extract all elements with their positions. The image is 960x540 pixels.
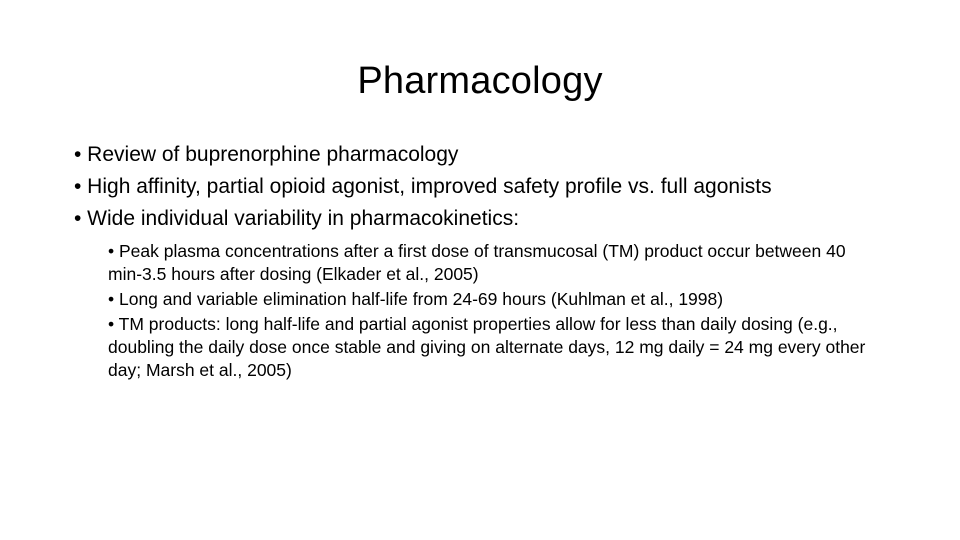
bullet-item: • Wide individual variability in pharmacokinetics: — [74, 207, 520, 230]
slide-title: Pharmacology — [357, 60, 603, 102]
bullet-item: • Review of buprenorphine pharmacology — [74, 143, 459, 166]
slide-body — [74, 143, 874, 384]
sub-bullet-item: • Long and variable elimination half-life from 24-69 hours (Kuhlman et al., 1998) — [108, 289, 724, 309]
bullet-item: • High affinity, partial opioid agonist, improved safety profile vs. full agonists — [74, 175, 772, 198]
sub-bullet-list — [108, 240, 874, 382]
sub-bullet-item: • Peak plasma concentrations after a first dose of transmucosal (TM) product occur between 40 min-3.5 hours after dosing (Elkader et al., 2005) — [108, 241, 846, 284]
sub-bullet-item: • TM products: long half-life and partial agonist properties allow for less than daily dosing (e.g., doubling the daily dose once stable and giving on alternate days, 12 mg daily = 24 mg every other day; Marsh et al., 2005) — [108, 314, 866, 380]
